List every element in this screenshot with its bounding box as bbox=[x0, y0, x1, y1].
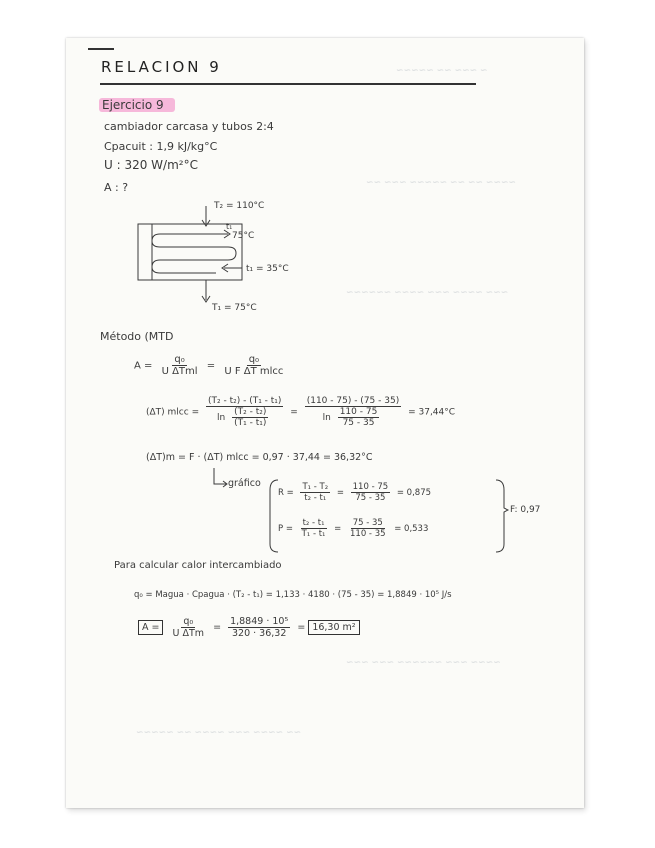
method-label: Método (MTD bbox=[100, 330, 174, 343]
graph-arrow bbox=[66, 38, 584, 808]
p-lhs: P = bbox=[278, 524, 293, 534]
numerator: (110 - 75) - (75 - 35) bbox=[306, 396, 400, 406]
diagram-t-in: t₁ = 35°C bbox=[246, 264, 289, 274]
graph-label: gráfico bbox=[228, 478, 261, 489]
equals: = bbox=[213, 622, 222, 633]
r-result: = 0,875 bbox=[396, 488, 432, 498]
numerator: t₂ - t₁ bbox=[302, 518, 325, 528]
denominator: U ΔTml bbox=[161, 366, 198, 377]
heat-equation: q₀ = Magua · Cpagua · (T₂ - t₁) = 1,133 · 4180 · (75 - 35) = 1,8849 · 10⁵ J/s bbox=[134, 590, 452, 600]
denominator: t₂ - t₁ bbox=[304, 493, 327, 503]
diagram-t2: T₂ = 110°C bbox=[214, 201, 265, 211]
diagram-t1-value: 75°C bbox=[232, 231, 255, 241]
fraction bbox=[351, 482, 391, 503]
bleed-through-text: ~ ~~~ ~~ ~~~~~ bbox=[396, 66, 488, 76]
bleed-through-text: ~~~~ ~~~ ~~~~~~ ~~~ ~~~ bbox=[346, 658, 501, 668]
denominator: 110 - 35 bbox=[350, 529, 386, 539]
equals: = bbox=[334, 524, 342, 534]
lmtd-lhs: (ΔT) mlcc = bbox=[146, 407, 200, 418]
u-value: U : 320 W/m²°C bbox=[104, 158, 198, 172]
f-result: F: 0,97 bbox=[510, 505, 541, 515]
fraction bbox=[300, 482, 330, 503]
diagram-t-out: T₁ = 75°C bbox=[212, 303, 257, 313]
numerator: 110 - 75 bbox=[352, 482, 389, 492]
equals: = bbox=[206, 360, 216, 372]
numerator: q₀ bbox=[183, 616, 194, 627]
bleed-through-text: ~~~ ~~~~ ~~~ ~~~~ ~~~~~~ bbox=[346, 288, 509, 298]
p-equation bbox=[278, 518, 428, 539]
area-lhs: A = bbox=[134, 360, 153, 372]
denominator: U ΔTm bbox=[172, 628, 205, 639]
fraction bbox=[171, 616, 207, 639]
exchanger-description: cambiador carcasa y tubos 2:4 bbox=[104, 120, 274, 133]
area-question: A : ? bbox=[104, 181, 129, 194]
numerator: 1,8849 · 10⁵ bbox=[230, 616, 289, 627]
fraction bbox=[300, 518, 328, 539]
numerator: 110 - 75 bbox=[339, 407, 378, 417]
denominator: T₁ - t₁ bbox=[301, 529, 326, 539]
numerator: (T₂ - t₂) - (T₁ - t₁) bbox=[207, 396, 282, 406]
ln-label: ln bbox=[322, 413, 331, 423]
dtm-equation: (ΔT)m = F · (ΔT) mlcc = 0,97 · 37,44 = 36,32°C bbox=[146, 452, 373, 463]
cp-value: Cpacuit : 1,9 kJ/kg°C bbox=[104, 140, 218, 153]
denominator: U F ΔT mlcc bbox=[224, 366, 284, 377]
fraction bbox=[348, 518, 388, 539]
diagram-t1-top: t₁ bbox=[226, 222, 233, 231]
numerator: T₁ - T₂ bbox=[302, 482, 329, 492]
page-title: RELACION 9 bbox=[101, 58, 222, 76]
final-result-box: 16,30 m² bbox=[308, 620, 359, 635]
p-result: = 0,533 bbox=[394, 524, 429, 534]
bleed-through-text: ~~ ~~~~ ~~~ ~~~~ ~~ ~~~~~ bbox=[136, 728, 302, 738]
denominator: 75 - 35 bbox=[342, 418, 375, 428]
final-equation: A = $\frac{\text{q₀}}{\text{U ΔTm}}$ = $\frac{\text{1,8849 · 10⁵}}{320 \cdot 36,32}$ = 16,30 m² bbox=[138, 616, 360, 639]
fraction bbox=[228, 616, 290, 639]
notebook-page bbox=[66, 38, 584, 808]
numerator: (T₂ - t₂) bbox=[234, 407, 267, 417]
denominator: (T₁ - t₁) bbox=[234, 418, 267, 428]
ln-label: ln bbox=[217, 413, 226, 423]
final-lhs-box: A = bbox=[138, 620, 163, 635]
bleed-through-text: ~~~~ ~~ ~~ ~~~~~ ~~~ ~~ bbox=[366, 178, 517, 188]
exercise-label: Ejercicio 9 bbox=[102, 98, 164, 112]
equals: = bbox=[336, 488, 344, 498]
numerator: 75 - 35 bbox=[352, 518, 383, 528]
denominator: 75 - 35 bbox=[355, 493, 386, 503]
numerator: q₀ bbox=[248, 354, 260, 365]
r-equation bbox=[278, 482, 431, 503]
heat-label: Para calcular calor intercambiado bbox=[114, 560, 282, 571]
lmtd-equation: (ΔT) mlcc = (T₂ - t₂) - (T₁ - t₁) ln $\frac{\text{(T₂ - t₂)}}{\text{(T₁ - t₁)}}$ = (110 - 75) - (75 - 35) ln $\frac{110 - 75}{75 - 35}$ = 37,44°C bbox=[146, 396, 456, 428]
denominator: 320 · 36,32 bbox=[231, 628, 287, 639]
numerator: q₀ bbox=[174, 354, 185, 365]
lmtd-result: = 37,44°C bbox=[408, 407, 456, 418]
r-lhs: R = bbox=[278, 488, 294, 498]
